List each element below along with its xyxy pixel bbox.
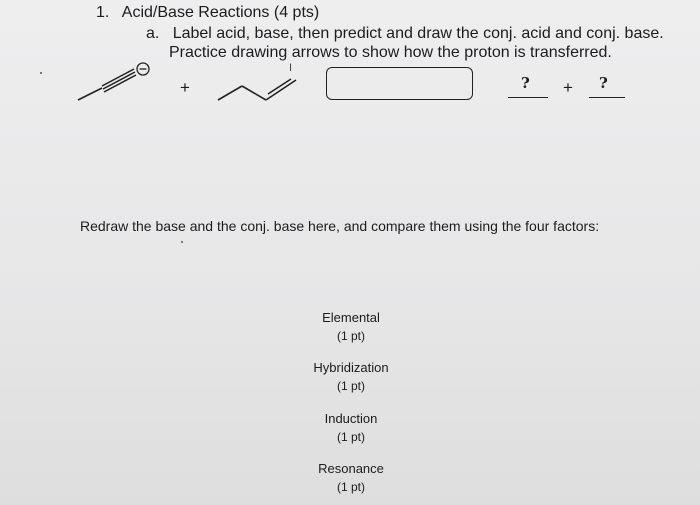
stray-mark: [40, 72, 42, 74]
answer-blank-2[interactable]: [589, 97, 625, 98]
part-a-instruction: [146, 25, 664, 43]
factor-name: Resonance: [318, 461, 384, 476]
factor-points: (1 pt): [336, 480, 365, 494]
unknown-product-2: ?: [599, 74, 608, 92]
plus-sign-left: +: [180, 78, 190, 97]
factor-name: Induction: [324, 411, 378, 426]
factor-name: Hybridization: [313, 360, 389, 375]
factor-elemental: [291, 309, 411, 345]
plus-sign-right: +: [563, 78, 573, 97]
factor-resonance: [291, 460, 411, 496]
unknown-product-1: ?: [521, 74, 530, 92]
propene-structure: [214, 70, 304, 104]
factor-points: (1 pt): [336, 379, 365, 393]
question-heading: [96, 4, 319, 22]
methyl-bond: [78, 88, 102, 100]
single-bond-1: [218, 86, 242, 100]
part-letter: a.: [146, 25, 160, 42]
instruction-line-1: Label acid, base, then predict and draw the conj. acid and conj. base.: [172, 25, 664, 42]
redraw-instruction: Redraw the base and the conj. base here, and compare them using the four factors:: [80, 218, 600, 234]
conj-acid-answer-box[interactable]: [326, 67, 473, 100]
acetylide-anion-structure: [72, 56, 158, 106]
triple-bond-line-3: [104, 75, 136, 92]
text-cursor-icon: I: [289, 62, 293, 74]
double-bond-outer: [266, 80, 296, 100]
factor-induction: [291, 410, 411, 446]
triple-bond-line-2: [103, 72, 135, 89]
factor-points: (1 pt): [336, 329, 365, 343]
factor-name: Elemental: [322, 310, 380, 325]
question-number: 1.: [96, 4, 110, 21]
factor-points: (1 pt): [336, 430, 365, 444]
triple-bond-line-1: [102, 69, 134, 86]
factor-hybridization: [291, 359, 411, 395]
question-title: Acid/Base Reactions (4 pts): [121, 4, 320, 21]
single-bond-2: [242, 86, 266, 100]
answer-blank-1[interactable]: [508, 97, 548, 98]
instruction-line-2: Practice drawing arrows to show how the proton is transferred.: [169, 44, 612, 61]
stray-mark: [181, 241, 183, 243]
